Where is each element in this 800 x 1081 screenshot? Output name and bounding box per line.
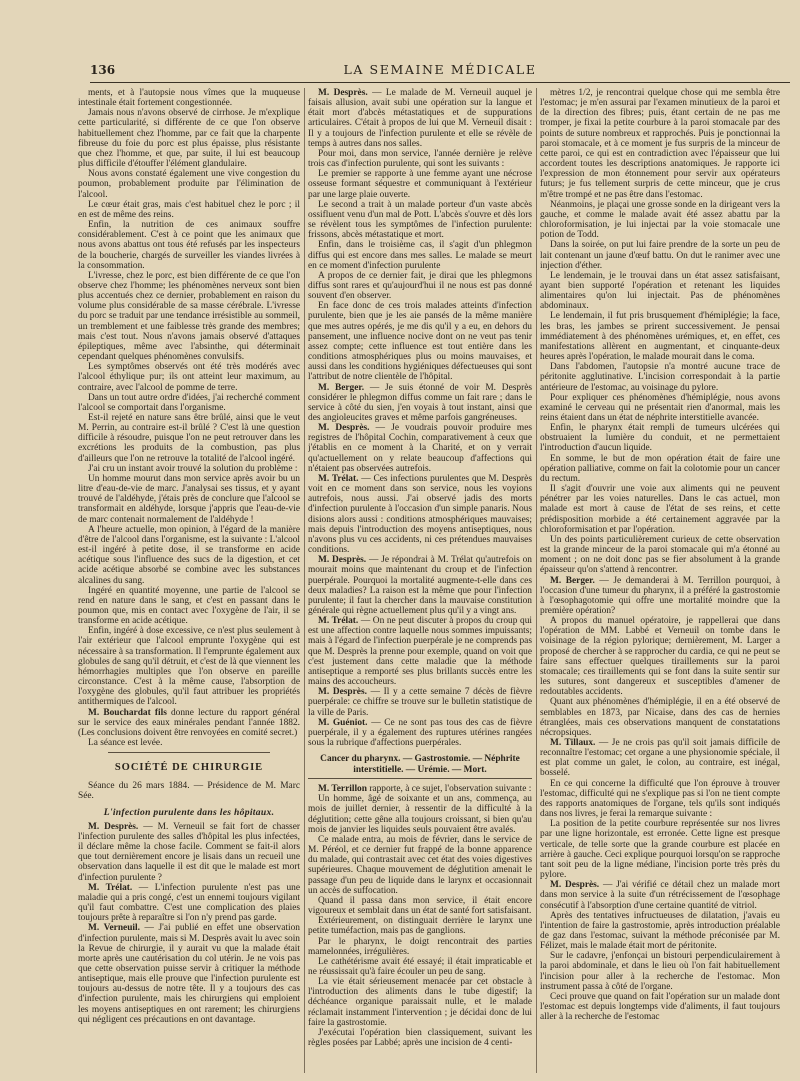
column-left	[78, 88, 300, 1076]
paragraph: Enfin, dans le troisième cas, il s'agit d'un phlegmon diffus qui est encore dans mes salles. Le malade se meurt en ce moment d'infection purulente	[308, 240, 532, 271]
paragraph: M. Trélat. — On ne peut discuter à propos du croup qui est une affection contre laquelle nous sommes impuissants; mais à l'égard de l'infection puerpérale je ne comprends pas que M. Desprès la prenne pour exemple, quand on voit que c'est justement dans cette maladie que la méthode antiseptique a remporté ses plus brillants succès entre les mains des accoucheurs.	[308, 616, 532, 688]
paragraph: En face donc de ces trois malades atteints d'infection purulente, bien que je les aie pansés de la même manière que mes autres opérés, je me dis qu'il y a eu, en dehors du pansement, une influence nocive dont on ne veut pas tenir assez compte; cette influence est tout entière dans les conditions atmosphériques plus ou moins mauvaises, et aussi dans les conditions hygiéniques défectueuses qui sont l'attribut de notre clientèle de l'hôpital.	[308, 301, 532, 383]
paragraph: M. Desprès. — M. Verneuil se fait fort de chasser l'infection purulente des salles d'hôpital les plus infectées, il déclare même la chose facile. Comment se fait-il alors que tout dernièrement encore je lisais dans un recueil une observation dans laquelle il est dit que le malade est mort d'infection purulente ?	[78, 821, 300, 883]
paragraph: Par le pharynx, le doigt rencontrait des parties mamelonnées, irrégulières.	[308, 936, 532, 957]
paragraph: M. Guéniot. — Ce ne sont pas tous des cas de fièvre puerpérale, il y a également des ruptures utérines rangées sous la rubrique d'affections puerpérales.	[308, 717, 532, 748]
paragraph: Ingéré en quantité moyenne, une partie de l'alcool se rend en nature dans le sang, et c'est en passant dans le poumon que, mis en contact avec l'oxygène de l'air, il se transforme en acide acétique.	[78, 585, 300, 627]
paragraph: J'ai cru un instant avoir trouvé la solution du problème :	[88, 463, 298, 474]
column-divider	[304, 88, 305, 1073]
paragraph: Est-il rejeté en nature sans être brûlé, ainsi que le veut M. Perrin, au contraire est-il brûlé ? C'est là une question difficile à résoudre, puisque l'on ne peut retrouver dans les excrétions les produits de la combustion, pas plus d'ailleurs que l'on ne retrouve la totalité de l'alcool ingéré.	[78, 413, 300, 464]
paragraph: Jamais nous n'avons observé de cirrhose. Je m'explique cette particularité, si différente de ce que l'on observe habituellement chez l'homme, par ce fait que la charpente fibreuse du foie du porc est plus épaisse, plus résistante que chez l'homme, et que, par suite, il lui est beaucoup plus difficile d'étouffer l'élément glandulaire.	[78, 108, 300, 170]
paragraph: La séance est levée.	[88, 738, 163, 748]
paragraph: Un homme mourut dans mon service après avoir bu un litre d'eau-de-vie de marc. J'analysai ses tissus, et y ayant trouvé de l'aldéhyde, j'étais près de conclure que l'alcool se transformait en aldéhyde, lorsque j'appris que l'eau-de-vie de marc contenait normalement de l'aldéhyde !	[78, 473, 300, 525]
paragraph: Dans un tout autre ordre d'idées, j'ai recherché comment l'alcool se comportait dans l'organisme.	[78, 392, 300, 413]
paragraph: A propos du manuel opératoire, je rappellerai que dans l'opération de MM. Labbé et Verneuil on tombe dans le voisinage de la région pylorique; dernièrement, M. Larger a proposé de chercher à se rapprocher du cardia, ce qui ne peut se faire sans effectuer quelques tiraillements sur la paroi stomacale; ces tiraillements qui se font dans la suite sentir sur les sutures, sont dangereux et susceptibles d'amener de redoutables accidents.	[540, 616, 780, 698]
paragraph: M. Trélat. — Ces infections purulentes que M. Desprès voit en ce moment dans son service, nous les voyions autrefois, nous aussi. J'ai observé jadis des morts d'infection purulente à l'occasion d'un simple panaris. Nous disions alors aussi : conditions atmosphériques mauvaises; mais depuis l'introduction des moyens antiseptiques, nous n'avons plus vu ces accidents, ni ces prétendues mauvaises conditions.	[308, 473, 532, 556]
paragraph: Dans la soirée, on put lui faire prendre de la sorte un peu de lait contenant un jaune d'œuf battu. On dut le ranimer avec une injection d'éther.	[540, 240, 780, 271]
paragraph: M. Tillaux. — Je ne crois pas qu'il soit jamais difficile de reconnaître l'estomac; cet organe a une physionomie spéciale, il est plat comme un galet, le colon, au contraire, est inégal, bosselé.	[540, 738, 780, 779]
paragraph: Le cœur était gras, mais c'est habituel chez le porc ; il en est de même des reins.	[78, 199, 300, 220]
paragraph: M. Desprès. — Il y a cette semaine 7 décès de fièvre puerpérale: ce chiffre se trouve sur le bulletin statistique de la ville de Paris.	[308, 687, 532, 718]
paragraph: Un des points particulièrement curieux de cette observation est la grande minceur de la paroi stomacale qui m'a étonné au moment ; on ne doit donc pas se fier absolument à la grande épaisseur qu'on s'attend à rencontrer.	[540, 534, 780, 576]
paragraph: Pour moi, dans mon service, l'année dernière je relève trois cas d'infection purulente, qui sont les suivants :	[308, 148, 532, 170]
article-subhead: L'infection purulente dans les hôpitaux.	[103, 806, 275, 818]
paragraph: Dans l'abdomen, l'autopsie n'a montré aucune trace de péritonite agglutinative. L'incision correspondait à la partie antérieure de l'estomac, au voisinage du pylore.	[540, 362, 780, 393]
paragraph: A propos de ce dernier fait, je dirai que les phlegmons diffus sont rares et qu'aujourd'hui il ne nous est pas donné souvent d'en observer.	[308, 270, 532, 302]
paragraph: Le premier se rapporte à une femme ayant une nécrose osseuse formant séquestre et communiquant à l'extérieur par une large plaie ouverte.	[308, 169, 532, 200]
paragraph: Le second a trait à un malade porteur d'un vaste abcès ossifluent venu d'un mal de Pott. L'abcès s'ouvre et dès lors se révèlent tous les symptômes de l'infection purulente: frissons, abcès métastatique et mort.	[308, 199, 532, 241]
column-right	[540, 88, 780, 1076]
paragraph: En somme, le but de mon opération était de faire une opération palliative, comme on fait la colotomie pour un cancer du rectum.	[540, 453, 780, 484]
paragraph: L'ivresse, chez le porc, est bien différente de ce que l'on observe chez l'homme; les phénomènes nerveux sont bien plus accentués chez ce dernier, probablement en raison du volume plus considérable de sa masse cérébrale. L'ivresse du porc se traduit par une tendance irrésistible au sommeil, un tremblement et une faiblesse très grande des membres; mais c'est tout. Nous n'avons jamais observé d'attaques épileptiques, même avec l'absinthe, qui déterminait cependant quelques phénomènes convulsifs.	[78, 270, 300, 363]
paragraph: M. Terrillon rapporte, à ce sujet, l'observation suivante :	[318, 784, 532, 795]
paragraph: Le lendemain, il fut pris brusquement d'hémiplégie; la face, les bras, les jambes se prirent successivement. Je pensai immédiatement à des phénomènes urémiques, et, en effet, ces manifestations allèrent en augmentant, et cinquante-deux heures après l'opération, le malade mourait dans le coma.	[540, 311, 780, 363]
paragraph: J'exécutai l'opération bien classiquement, suivant les règles posées par Labbé; après une incision de 4 centi-	[308, 1027, 532, 1049]
paragraph: mètres 1/2, je rencontrai quelque chose qui me sembla être l'estomac; je m'en assurai par l'examen minutieux de la paroi et de la direction des fibres; puis, étant certain de ne pas me tromper, je fixai la petite courbure à la paroi stomacale par des points de suture nombreux et rapprochés. Puis je ponctionnai la paroi stomacale, et à ce moment je fus surpris de la minceur de cette paroi, ce qui est en contradiction avec l'épaisseur que lui accordent toutes les descriptions anatomiques. Je rapporte ici l'expression de mon étonnement pour servir aux opérateurs futurs; je fus tellement surpris de cette minceur, que je crus m'être trompé et ne pas être dans l'estomac.	[540, 88, 780, 200]
paragraph: M. Trélat. — L'infection purulente n'est pas une maladie qui a pris congé, c'est un ennemi toujours vigilant qu'il faut combattre. C'est une complication des plaies toujours prête à reparaître si l'on n'y prend pas garde.	[78, 882, 300, 924]
paragraph: A l'heure actuelle, mon opinion, à l'égard de la manière d'être de l'alcool dans l'organisme, est la suivante : L'alcool est-il ingéré à petite dose, il se transforme en acide acétique sous l'influence des sucs de la digestion, et cet acide acétique absorbé se combine avec les substances alcalines du sang.	[78, 524, 300, 586]
paragraph: Sur le cadavre, j'enfonçai un bistouri perpendiculairement à la paroi abdominale, et dans le lieu où l'on fait habituellement l'incision pour aller à la recherche de l'estomac. Mon instrument passa à côté de l'organe.	[540, 951, 780, 992]
column-divider	[536, 88, 537, 1073]
paragraph: Le cathétérisme avait été essayé; il était impraticable et ne réussissait qu'à faire écouler un peu de sang.	[308, 956, 532, 977]
article-subhead: Cancer du pharynx. — Gastrostomie. — Néphrite interstitielle. — Urémie. — Mort.	[308, 754, 532, 779]
paragraph: Enfin, la nutrition de ces animaux souffre considérablement. C'est à ce point que les animaux que nous avons abattus ont tous été refusés par les inspecteurs de la boucherie, chargés de surveiller les viandes livrées à la consommation.	[78, 220, 300, 271]
paragraph: M. Berger. — Je suis étonné de voir M. Desprès considérer le phlegmon diffus comme un fait rare ; dans le service à côté du sien, j'en voyais à tout instant, ainsi que des angioleucites graves et même parfois gangréneuses.	[308, 382, 532, 423]
paragraph: Quand il passa dans mon service, il était encore vigoureux et semblait dans un état de santé fort satisfaisant.	[308, 895, 532, 917]
session-info: Séance du 26 mars 1884. — Présidence de M. Marc Sée.	[78, 781, 300, 802]
paragraph: Pour expliquer ces phénomènes d'hémiplégie, nous avons examiné le cerveau qui ne présentait rien d'anormal, mais les reins étaient dans un état de néphrite interstitielle avancée.	[540, 392, 780, 423]
paragraph: M. Bouchardat fils donne lecture du rapport général sur le service des eaux minérales pendant l'année 1882. (Les conclusions doivent être renvoyées en comité secret.)	[78, 707, 300, 738]
paragraph: Nous avons constaté également une vive congestion du poumon, probablement produite par l'élimination de l'alcool.	[78, 169, 300, 200]
paragraph: En ce qui concerne la difficulté que l'on éprouve à trouver l'estomac, difficulté qui ne s'explique pas si l'on ne tient compte des rapports anatomiques de l'organe, tels qu'ils sont indiqués dans nos livres, je ferai la remarque suivante :	[540, 778, 780, 820]
paragraph: La position de la petite courbure représentée sur nos livres par une ligne horizontale, est erronée. Cette ligne est presque verticale, de telle sorte que la grande courbure est placée en arrière à gauche. Ceci explique pourquoi lorsqu'on se rapproche tant soit peu de la ligne médiane, l'incision porte très près du pylore.	[540, 819, 780, 881]
page-number: 136	[90, 63, 116, 77]
separator-rule	[108, 752, 270, 753]
paragraph: Quant aux phénomènes d'hémiplégie, il en a été observé de semblables en 1873, par Nicaise, dans des cas de hernies étranglées, mais ces observations manquent de constatations nécropsiques.	[540, 697, 780, 738]
column-middle	[308, 88, 532, 1076]
paragraph: M. Berger. — Je demanderai à M. Terrillon pourquoi, à l'occasion d'une tumeur du pharynx, il a préféré la gastrostomie à l'œsophagotomie qui offre une mortalité moindre que la première opération?	[540, 575, 780, 616]
page-header	[90, 60, 790, 83]
paragraph: La vie était sérieusement menacée par cet obstacle à l'introduction des aliments dans le tube digestif; la déchéance organique paraissait nulle, et le malade réclamait instamment l'intervention ; je décidai donc de lui faire la gastrostomie.	[308, 977, 532, 1028]
paragraph: M. Desprès. — J'ai vérifié ce détail chez un malade mort dans mon service à la suite d'un rétrécissement de l'œsophage consécutif à l'absorption d'une certaine quantité de vitriol.	[540, 880, 780, 911]
paragraph: Après des tentatives infructueuses de dilatation, j'avais eu l'intention de faire la gastrostomie, après introduction préalable de gaz dans l'estomac, suivant la méthode préconisée par M. Félizet, mais le malade était mort de péritonite.	[540, 910, 780, 952]
paragraph: Enfin, le pharynx était rempli de tumeurs ulcérées qui obstruaient la lumière du conduit, et ne permettaient l'introduction d'aucun liquide.	[540, 423, 780, 454]
paragraph: Les symptômes observés ont été très modérés avec l'alcool éthylique pur; ils ont atteint leur maximum, au contraire, avec l'alcool de pomme de terre.	[78, 362, 300, 393]
paragraph: Extérieurement, on distinguait derrière le larynx une petite tuméfaction, mais pas de ganglions.	[308, 916, 532, 937]
paragraph: Ce malade entra, au mois de février, dans le service de M. Péréol, et ce dernier fut frappé de la bonne apparence du malade, qui contrastait avec cet état des voies digestives supérieures. Chaque mouvement de déglutition amenait le passage d'un peu de liquide dans le larynx et occasionnait un accès de suffocation.	[308, 834, 532, 896]
paragraph: M. Desprès. — Je répondrai à M. Trélat qu'autrefois on mourait moins que maintenant du croup et de l'infection puerpérale. Pourquoi la mortalité augmente-t-elle dans ces deux maladies? La raison est la même que pour l'infection purulente; il faut la chercher dans la mauvaise constitution générale qui règne actuellement plus qu'il y a vingt ans.	[308, 555, 532, 616]
paragraph: Il s'agit d'ouvrir une voie aux aliments qui ne peuvent pénétrer par les voies naturelles. Dans le cas actuel, mon malade est mort à cause de l'état de ses reins, et cette prédisposition morbide a été certainement aggravée par la chloroformisation et par l'opération.	[540, 484, 780, 535]
paragraph: M. Desprès. — Le malade de M. Verneuil auquel je faisais allusion, avait subi une opération sur la langue et était mort d'abcès métastatiques et de suppurations articulaires. C'était à propos de lui que M. Verneuil disait : Il y a toujours de l'infection purulente et elle se révèle de temps à autres dans nos salles.	[308, 88, 532, 149]
paragraph: Le lendemain, je le trouvai dans un état assez satisfaisant, ayant bien supporté l'opération et retenant les liquides alimentaires qu'on lui injectait. Pas de phénomènes abdominaux.	[540, 270, 780, 312]
paragraph: ments, et à l'autopsie nous vîmes que la muqueuse intestinale était fortement congestionnée.	[78, 88, 300, 109]
paragraph: M. Verneuil. — J'ai publié en effet une observation d'infection purulente, mais si M. Desprès avait lu avec soin la Revue de chirurgie, il y aurait vu que la malade était morte après une cautérisation du col utérin. Je ne vois pas que cette observation puisse servir à critiquer la méthode antiseptique, mais elle prouve que l'infection purulente est toujours au-dessus de notre tête. Il y a toujours des cas d'infection purulente, mais les chirurgiens qui emploient les moyens antiseptiques en ont rarement; les chirurgiens qui négligent ces précautions en ont davantage.	[78, 923, 300, 1025]
paragraph: Un homme, âgé de soixante et un ans, commença, au mois de juillet dernier, à ressentir de la difficulté à la déglutition; cette gêne alla toujours croissant, si bien qu'au mois de janvier les liquides seuls pouvaient être avalés.	[308, 794, 532, 835]
paragraph: Néanmoins, je plaçai une grosse sonde en la dirigeant vers la gauche, et comme le malade avait été assez abattu par la chloroformisation, je lui injectai par la voie stomacale une potion de Todd.	[540, 199, 780, 241]
paragraph: M. Desprès. — Je voudrais pouvoir produire mes registres de l'hôpital Cochin, comparativement à ceux que j'établis en ce moment à la Charité, et on y verrait qu'actuellement on y relate beaucoup d'affections qui n'étaient pas observées autrefois.	[308, 423, 532, 474]
paragraph: Enfin, ingéré à dose excessive, ce n'est plus seulement à l'air extérieur que l'alcool emprunte l'oxygène qui est nécessaire à sa transformation. Il l'emprunte également aux globules de sang qu'il détruit, et c'est de là que viennent les hémorrhagies multiples que l'on observe en pareille circonstance. C'est à la même cause, l'absorption de l'oxygène des globules, qu'il faut attribuer les propriétés antithermiques de l'alcool.	[78, 626, 300, 708]
section-title: SOCIÉTÉ DE CHIRURGIE	[114, 762, 264, 774]
journal-title: LA SEMAINE MÉDICALE	[343, 62, 537, 77]
paragraph: Ceci prouve que quand on fait l'opération sur un malade dont l'estomac est depuis longtemps vide d'aliments, il faut toujours aller à la recherche de l'estomac	[540, 991, 780, 1023]
